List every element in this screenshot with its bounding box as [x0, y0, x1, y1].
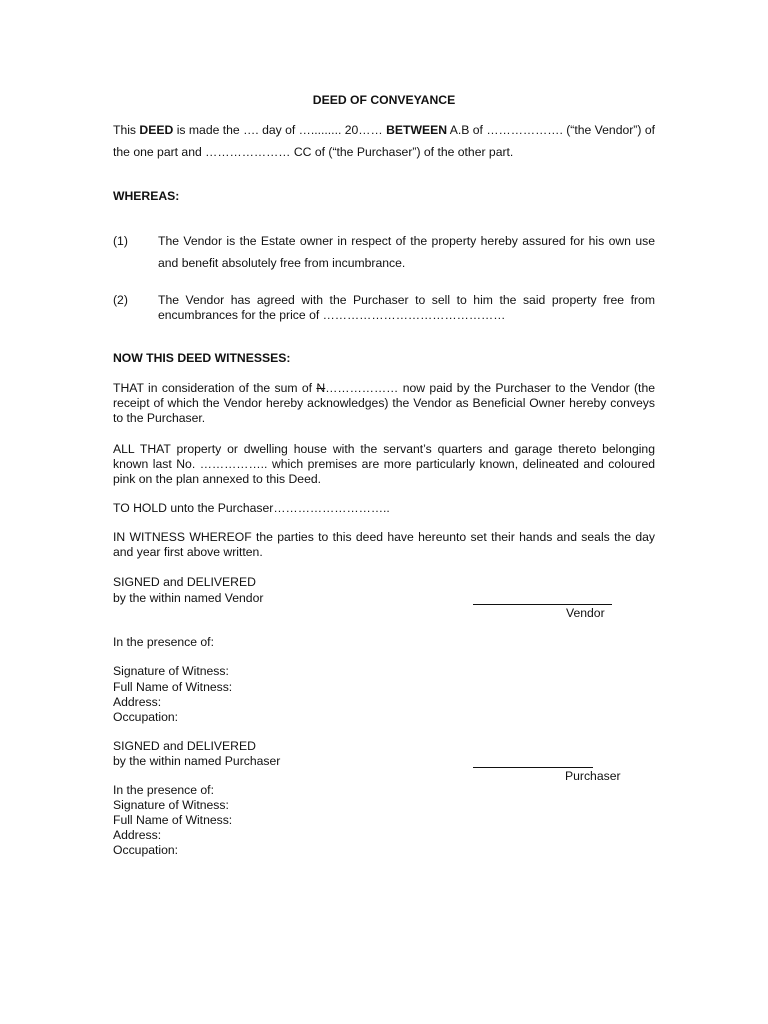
- vendor-witness-signature: Signature of Witness:: [113, 664, 229, 678]
- purchaser-witness-address: Address:: [113, 828, 162, 842]
- intro-text-2: is made the …. day of …......... 20……: [173, 123, 387, 137]
- vendor-presence: In the presence of:: [113, 635, 214, 649]
- item-number-1: (1): [113, 234, 128, 248]
- intro-text-3: A.B of ………………. (“the Vendor”) of the one part and ………………… CC of (“the Purchaser”) of the other part.: [113, 123, 655, 159]
- vendor-witness-address: Address:: [113, 695, 162, 709]
- witnesses-heading: NOW THIS DEED WITNESSES:: [113, 351, 291, 365]
- intro-deed-word: DEED: [139, 123, 174, 137]
- purchaser-named-line: by the within named Purchaser: [113, 754, 281, 768]
- consideration-text-1: THAT in consideration of the sum of: [113, 381, 317, 395]
- vendor-named-line: by the within named Vendor: [113, 591, 264, 605]
- item-text-2: The Vendor has agreed with the Purchaser to sell to him the said property free from encumbrances for the price of ………………………………………: [158, 293, 655, 322]
- whereas-heading: WHEREAS:: [113, 189, 180, 203]
- in-witness-paragraph: IN WITNESS WHEREOF the parties to this deed have hereunto set their hands and seals the day and year first above written.: [113, 530, 655, 559]
- vendor-signature-line: [473, 604, 612, 605]
- purchaser-signature-line: [473, 767, 593, 768]
- naira-symbol: N: [316, 381, 326, 395]
- to-hold-paragraph: TO HOLD unto the Purchaser………………………..: [113, 501, 390, 515]
- consideration-paragraph: [113, 381, 655, 426]
- purchaser-witness-name: Full Name of Witness:: [113, 813, 233, 827]
- purchaser-presence: In the presence of:: [113, 783, 214, 797]
- consideration-text-2: ……………… now paid by the Purchaser to the Vendor (the receipt of which the Vendor hereby acknowledges) the Vendor as Beneficial Owner hereby conveys to the Purchaser.: [113, 381, 656, 425]
- item-text-1: The Vendor is the Estate owner in respect of the property hereby assured for his own use and benefit absolutely free from incumbrance.: [158, 234, 655, 270]
- intro-paragraph: [113, 119, 655, 163]
- vendor-signature-label: Vendor: [566, 606, 605, 620]
- purchaser-witness-occupation: Occupation:: [113, 843, 179, 857]
- document-title: DEED OF CONVEYANCE: [312, 93, 456, 107]
- purchaser-signature-label: Purchaser: [565, 769, 621, 783]
- vendor-witness-occupation: Occupation:: [113, 710, 179, 724]
- intro-text-1: This: [113, 123, 140, 137]
- intro-between-word: BETWEEN: [386, 123, 447, 137]
- vendor-witness-name: Full Name of Witness:: [113, 680, 233, 694]
- item-number-2: (2): [113, 293, 128, 307]
- all-that-paragraph: ALL THAT property or dwelling house with the servant’s quarters and garage thereto belonging known last No. …………….. which premises are more particularly known, delineated and coloured pink on the plan annexed to this Deed.: [113, 442, 655, 486]
- purchaser-witness-signature: Signature of Witness:: [113, 798, 229, 812]
- purchaser-signed-line: SIGNED and DELIVERED: [113, 739, 256, 753]
- vendor-signed-line: SIGNED and DELIVERED: [113, 575, 256, 589]
